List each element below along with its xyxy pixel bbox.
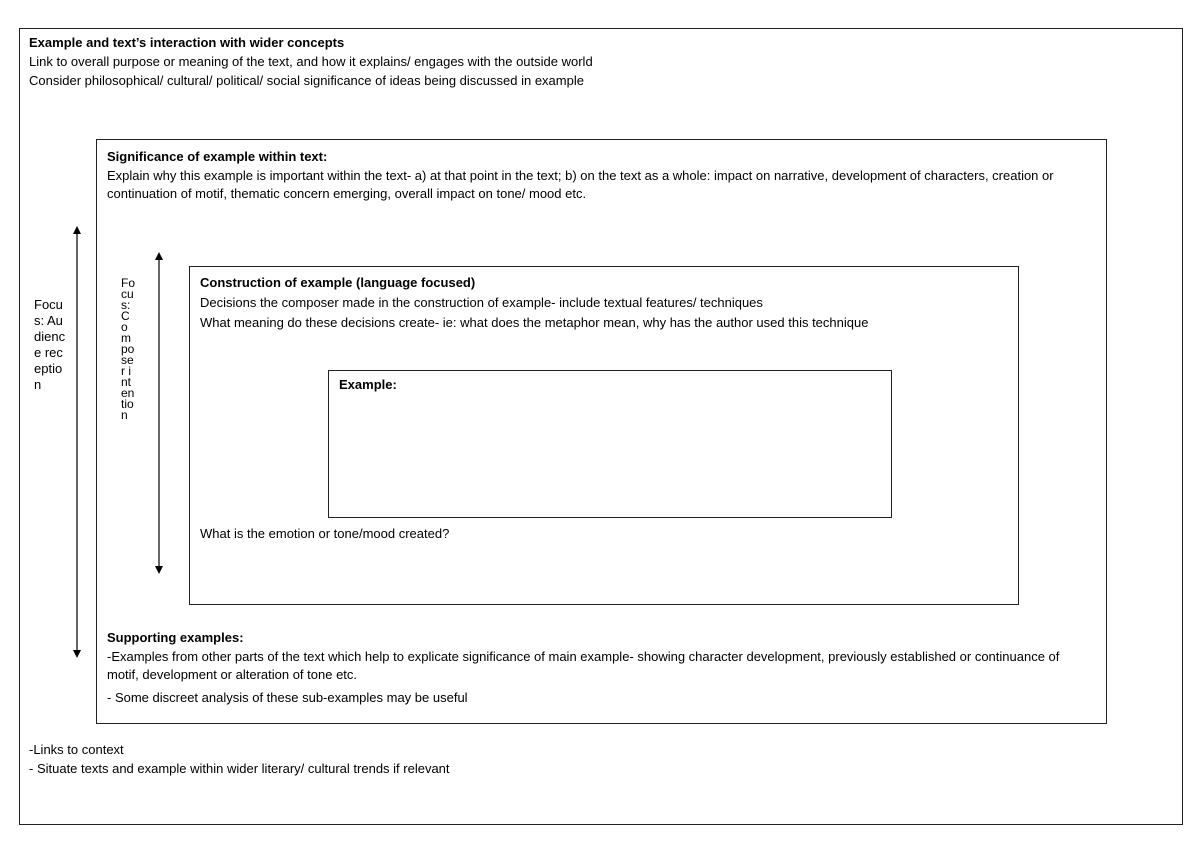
supporting-line-2: - Some discreet analysis of these sub-examples may be useful [107, 690, 468, 705]
construction-line-1: Decisions the composer made in the construction of example- include textual features/ techniques [200, 295, 763, 310]
emotion-question: What is the emotion or tone/mood created? [200, 526, 450, 541]
significance-body: Explain why this example is important within the text- a) at that point in the text; b) on the text as a whole: impact on narrative, development of characters, creation or continuation of motif, thematic concern emerging, overall impact on tone/ mood etc. [107, 168, 1054, 201]
context-line-2: - Situate texts and example within wider literary/ cultural trends if relevant [29, 761, 450, 776]
audience-double-arrow [70, 226, 84, 658]
significance-heading: Significance of example within text: [107, 149, 328, 164]
composer-double-arrow [152, 252, 166, 574]
example-box [328, 370, 892, 518]
construction-line-2: What meaning do these decisions create- ie: what does the metaphor mean, why has the author used this technique [200, 315, 869, 330]
audience-reception-label: Focus: Audience reception [34, 297, 66, 392]
supporting-line-1: -Examples from other parts of the text which help to explicate significance of main example- showing character development, previously established or continuance of motif, development or alteration of tone etc. [107, 649, 1060, 682]
supporting-heading: Supporting examples: [107, 630, 244, 645]
outer-line-2: Consider philosophical/ cultural/ political/ social significance of ideas being discussed in example [29, 73, 584, 88]
outer-heading: Example and text’s interaction with wider concepts [29, 35, 345, 50]
construction-heading: Construction of example (language focused) [200, 275, 476, 290]
example-label: Example: [339, 377, 397, 392]
outer-line-1: Link to overall purpose or meaning of the text, and how it explains/ engages with the outside world [29, 54, 593, 69]
composer-intention-label: Focus: Composer intention [121, 276, 136, 422]
context-line-1: -Links to context [29, 742, 124, 757]
